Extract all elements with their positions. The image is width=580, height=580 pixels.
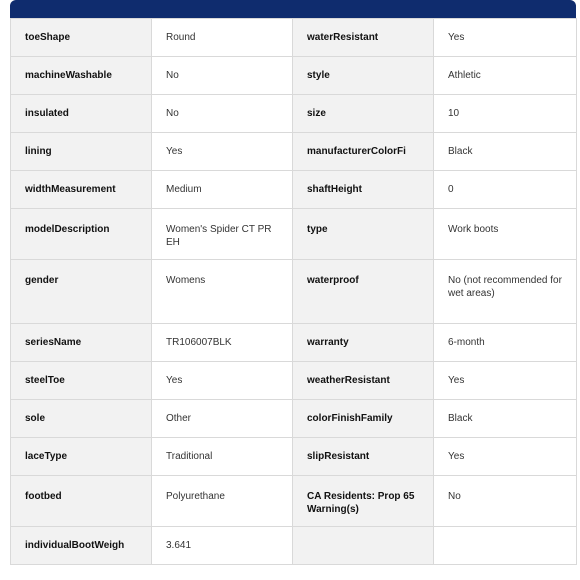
table-row [11,19,577,57]
spec-label: machineWashable [11,57,152,95]
spec-value: 3.641 [152,527,293,565]
spec-value: Black [434,133,577,171]
spec-label: widthMeasurement [11,171,152,209]
spec-label: style [293,57,434,95]
spec-value: No (not recommended for wet areas) [434,260,577,324]
spec-label: type [293,209,434,260]
specifications-panel [10,0,576,566]
spec-label: weatherResistant [293,362,434,400]
spec-value: Traditional [152,438,293,476]
spec-label: manufacturerColorFi [293,133,434,171]
spec-label: colorFinishFamily [293,400,434,438]
spec-label: laceType [11,438,152,476]
spec-label: lining [11,133,152,171]
spec-value: Work boots [434,209,577,260]
spec-value: Yes [434,438,577,476]
spec-label: shaftHeight [293,171,434,209]
table-row [11,527,577,565]
spec-value: Round [152,19,293,57]
spec-value [434,527,577,565]
spec-value: No [152,95,293,133]
table-row [11,400,577,438]
spec-value: 6-month [434,324,577,362]
spec-label: CA Residents: Prop 65 Warning(s) [293,476,434,527]
spec-value: Other [152,400,293,438]
table-row [11,209,577,260]
spec-value: No [434,476,577,527]
table-row [11,133,577,171]
spec-label: sole [11,400,152,438]
spec-label: insulated [11,95,152,133]
spec-label: toeShape [11,19,152,57]
table-row [11,438,577,476]
specifications-table [10,18,577,565]
spec-value: No [152,57,293,95]
panel-header-bar [10,0,576,18]
table-row [11,362,577,400]
spec-label: steelToe [11,362,152,400]
spec-label: waterproof [293,260,434,324]
spec-label [293,527,434,565]
table-row [11,171,577,209]
spec-label: footbed [11,476,152,527]
table-row [11,324,577,362]
spec-label: waterResistant [293,19,434,57]
spec-label: individualBootWeigh [11,527,152,565]
table-row [11,476,577,527]
table-row [11,95,577,133]
spec-value: Yes [152,133,293,171]
spec-label: seriesName [11,324,152,362]
spec-label: gender [11,260,152,324]
spec-label: warranty [293,324,434,362]
spec-value: Yes [434,362,577,400]
spec-value: Athletic [434,57,577,95]
table-row [11,260,577,324]
spec-value: Black [434,400,577,438]
spec-value: Yes [434,19,577,57]
spec-value: Polyurethane [152,476,293,527]
spec-label: modelDescription [11,209,152,260]
spec-label: slipResistant [293,438,434,476]
spec-value: 10 [434,95,577,133]
spec-value: Medium [152,171,293,209]
spec-value: 0 [434,171,577,209]
spec-value: Womens [152,260,293,324]
table-row [11,57,577,95]
spec-value: Yes [152,362,293,400]
spec-value: TR106007BLK [152,324,293,362]
spec-label: size [293,95,434,133]
spec-value: Women's Spider CT PR EH [152,209,293,260]
